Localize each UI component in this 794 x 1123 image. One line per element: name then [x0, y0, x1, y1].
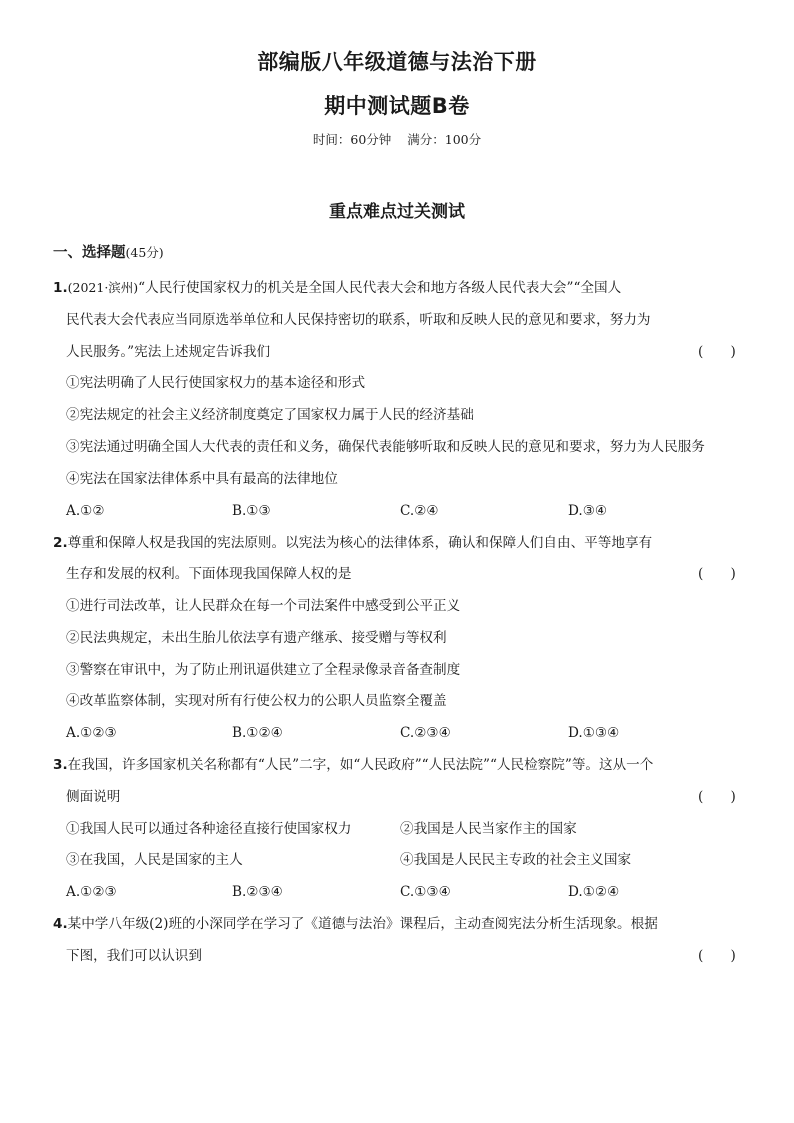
- option-c: C.②④: [400, 503, 439, 519]
- statement-item: ④我国是人民民主专政的社会主义国家: [400, 852, 632, 868]
- option-c: C.①③④: [400, 884, 451, 900]
- option-d: D.①③④: [568, 725, 620, 741]
- option-d: D.①②④: [568, 884, 620, 900]
- statement-item: ④改革监察体制，实现对所有行使公权力的公职人员监察全覆盖: [66, 693, 447, 709]
- option-b: B.①③: [232, 503, 271, 519]
- option-a: A.①②③: [66, 884, 117, 900]
- statement-item: ③在我国，人民是国家的主人: [66, 852, 243, 868]
- question-3-line-2: 侧面说明: [66, 789, 121, 805]
- question-number: 3.: [53, 757, 68, 773]
- answer-blank: ( ): [698, 789, 736, 805]
- question-1-line-2: 民代表大会代表应当同原选举单位和人民保持密切的联系，听取和反映人民的意见和要求，努力为: [66, 312, 651, 328]
- option-b: B.①②④: [232, 725, 283, 741]
- question-1-line-3: 人民服务。”宪法上述规定告诉我们: [66, 344, 271, 360]
- statement-item: ②我国是人民当家作主的国家: [400, 821, 577, 837]
- exam-meta: [0, 130, 794, 148]
- option-a: A.①②: [66, 503, 105, 519]
- question-3-line-1: 3.在我国，许多国家机关名称都有“人民”二字，如“人民政府”“人民法院”“人民检察院”等。这从一个: [53, 757, 654, 773]
- part-heading-text: 一、选择题: [53, 245, 126, 261]
- statement-item: ③宪法通过明确全国人大代表的责任和义务，确保代表能够听取和反映人民的意见和要求，努力为人民服务: [66, 439, 705, 455]
- statement-item: ②民法典规定，未出生胎儿依法享有遗产继承、接受赠与等权利: [66, 630, 447, 646]
- score-label: 满分：100分: [407, 132, 482, 147]
- section-title: 重点难点过关测试: [329, 202, 465, 222]
- exam-title: 部编版八年级道德与法治下册: [257, 50, 537, 74]
- statement-item: ③警察在审讯中，为了防止刑讯逼供建立了全程录像录音备查制度: [66, 662, 461, 678]
- option-a: A.①②③: [66, 725, 117, 741]
- question-number: 4.: [53, 916, 68, 932]
- question-4-line-1: 4.某中学八年级(2)班的小深同学在学习了《道德与法治》课程后，主动查阅宪法分析生活现象。根据: [53, 916, 658, 932]
- question-source: (2021·滨州): [67, 280, 139, 295]
- statement-item: ②宪法规定的社会主义经济制度奠定了国家权力属于人民的经济基础: [66, 407, 474, 423]
- question-4-line-2: 下图，我们可以认识到: [66, 948, 202, 964]
- question-number: 1.: [53, 280, 68, 296]
- answer-blank: ( ): [698, 948, 736, 964]
- question-1-line-1: 1.(2021·滨州)“人民行使国家权力的机关是全国人民代表大会和地方各级人民代表大会”“全国人: [53, 280, 622, 296]
- answer-blank: ( ): [698, 344, 736, 360]
- statement-item: ①宪法明确了人民行使国家权力的基本途径和形式: [66, 375, 366, 391]
- statement-item: ①进行司法改革，让人民群众在每一个司法案件中感受到公平正义: [66, 598, 461, 614]
- part-points: (45分): [125, 245, 164, 260]
- part-heading: [53, 241, 164, 262]
- statement-item: ①我国人民可以通过各种途径直接行使国家权力: [66, 821, 352, 837]
- time-label: 时间：60分钟: [312, 132, 392, 147]
- question-2-line-1: 2.尊重和保障人权是我国的宪法原则。以宪法为核心的法律体系，确认和保障人们自由、平等地享有: [53, 535, 653, 551]
- option-c: C.②③④: [400, 725, 451, 741]
- option-d: D.③④: [568, 503, 608, 519]
- answer-blank: ( ): [698, 566, 736, 582]
- exam-subtitle: 期中测试题B卷: [324, 94, 470, 118]
- question-2-line-2: 生存和发展的权利。下面体现我国保障人权的是: [66, 566, 352, 582]
- question-number: 2.: [53, 535, 68, 551]
- option-b: B.②③④: [232, 884, 283, 900]
- statement-item: ④宪法在国家法律体系中具有最高的法律地位: [66, 471, 338, 487]
